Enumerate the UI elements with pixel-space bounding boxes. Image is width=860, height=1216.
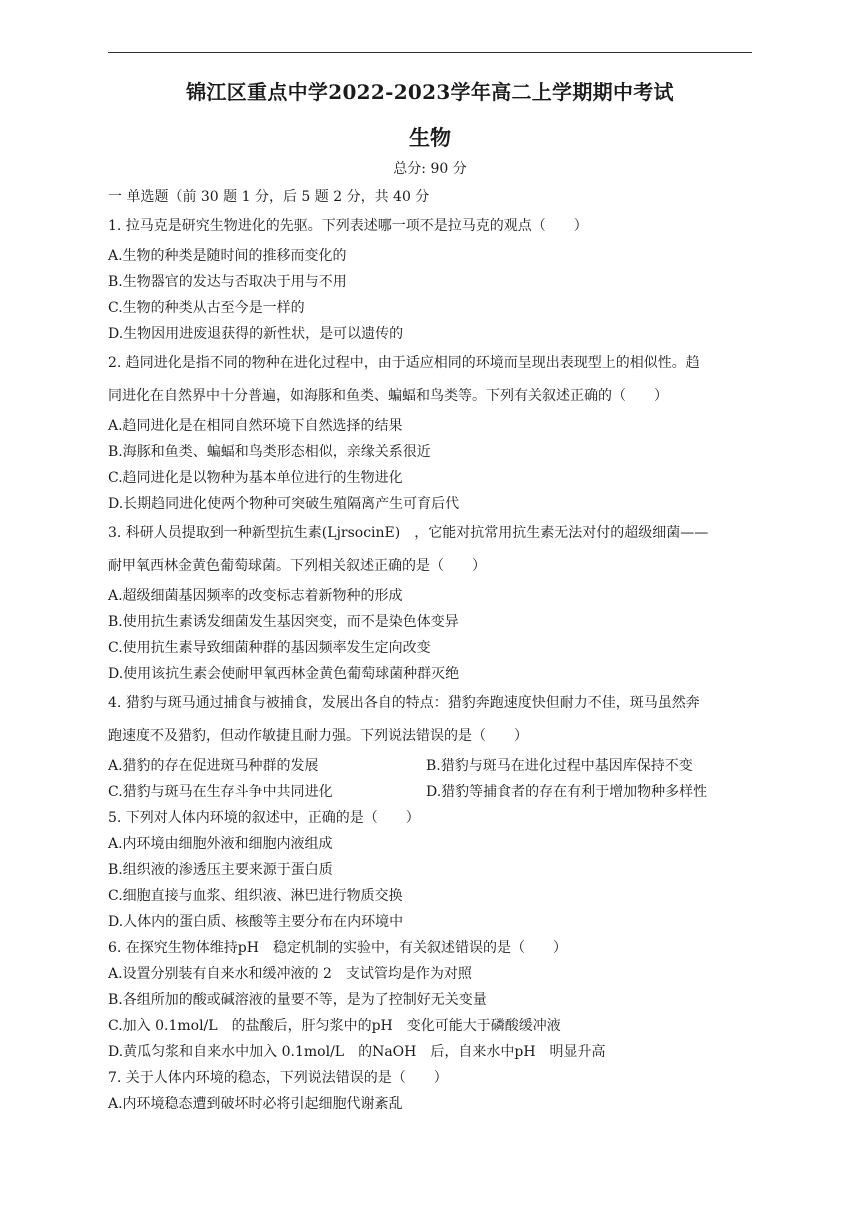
question-1-option-d: D.生物因用进废退获得的新性状，是可以遗传的 [108, 326, 404, 342]
question-4-options-row-1 [108, 753, 756, 779]
question-4-stem-line-1: 4. 猎豹与斑马通过捕食与被捕食，发展出各自的特点：猎豹奔跑速度快但耐力不佳，斑马虽然奔 [108, 695, 700, 711]
question-6-option-a: A.设置分别装有自来水和缓冲液的 2 支试管均是作为对照 [108, 966, 472, 982]
question-4-options-row-2 [108, 779, 756, 805]
question-1-stem: 1. 拉马克是研究生物进化的先驱。下列表述哪一项不是拉马克的观点（ ） [108, 218, 588, 234]
question-5-option-a: A.内环境由细胞外液和细胞内液组成 [108, 836, 333, 852]
question-6-option-d: D.黄瓜匀浆和自来水中加入 0.1mol/L 的NaOH 后，自来水中pH 明显升高 [108, 1044, 606, 1060]
question-5-option-b: B.组织液的渗透压主要来源于蛋白质 [108, 862, 333, 878]
question-4-option-a: A.猎豹的存在促进斑马种群的发展 [108, 758, 319, 774]
question-6-option-b: B.各组所加的酸或碱溶液的量要不等，是为了控制好无关变量 [108, 992, 487, 1008]
question-4-stem-line-2: 跑速度不及猎豹，但动作敏捷且耐力强。下列说法错误的是（ ） [108, 728, 528, 744]
question-5-option-c: C.细胞直接与血浆、组织液、淋巴进行物质交换 [108, 888, 403, 904]
exam-content [108, 184, 756, 1117]
question-1-option-c: C.生物的种类从古至今是一样的 [108, 300, 305, 316]
question-7-option-a: A.内环境稳态遭到破坏时必将引起细胞代谢紊乱 [108, 1096, 403, 1112]
question-4-option-d: D.猎豹等捕食者的存在有利于增加物种多样性 [426, 784, 708, 800]
subject-title: 生物 [409, 125, 451, 150]
question-4-option-c: C.猎豹与斑马在生存斗争中共同进化 [108, 784, 333, 800]
total-score: 总分: 90 分 [393, 161, 467, 177]
question-5-stem: 5. 下列对人体内环境的叙述中，正确的是（ ） [108, 810, 420, 826]
question-1-option-a: A.生物的种类是随时间的推移而变化的 [108, 248, 347, 264]
question-2-option-d: D.长期趋同进化使两个物种可突破生殖隔离产生可育后代 [108, 496, 460, 512]
question-1-option-b: B.生物器官的发达与否取决于用与不用 [108, 274, 347, 290]
question-6-stem: 6. 在探究生物体维持pH 稳定机制的实验中，有关叙述错误的是（ ） [108, 940, 567, 956]
question-6-option-c: C.加入 0.1mol/L 的盐酸后，肝匀浆中的pH 变化可能大于磷酸缓冲液 [108, 1018, 561, 1034]
question-2-option-c: C.趋同进化是以物种为基本单位进行的生物进化 [108, 470, 403, 486]
question-3-option-c: C.使用抗生素导致细菌种群的基因频率发生定向改变 [108, 640, 431, 656]
question-3-option-b: B.使用抗生素诱发细菌发生基因突变，而不是染色体变异 [108, 614, 459, 630]
section-heading: 一 单选题（前 30 题 1 分，后 5 题 2 分，共 40 分 [108, 189, 430, 205]
question-3-option-d: D.使用该抗生素会使耐甲氧西林金黄色葡萄球菌种群灭绝 [108, 666, 460, 682]
question-7-stem: 7. 关于人体内环境的稳态，下列说法错误的是（ ） [108, 1070, 448, 1086]
question-3-stem-line-1: 3. 科研人员提取到一种新型抗生素(LjrsocinE) ，它能对抗常用抗生素无法对付的超级细菌—— [108, 525, 709, 541]
question-4-option-b: B.猎豹与斑马在进化过程中基因库保持不变 [426, 758, 693, 774]
question-2-option-a: A.趋同进化是在相同自然环境下自然选择的结果 [108, 418, 403, 434]
exam-title: 锦江区重点中学2022-2023学年高二上学期期中考试 [186, 80, 674, 104]
question-3-stem-line-2: 耐甲氧西林金黄色葡萄球菌。下列相关叙述正确的是（ ） [108, 558, 486, 574]
top-rule [108, 52, 752, 53]
question-3-option-a: A.超级细菌基因频率的改变标志着新物种的形成 [108, 588, 403, 604]
question-5-option-d: D.人体内的蛋白质、核酸等主要分布在内环境中 [108, 914, 404, 930]
question-2-stem-line-1: 2. 趋同进化是指不同的物种在进化过程中，由于适应相同的环境而呈现出表现型上的相似性。趋 [108, 355, 700, 371]
question-2-stem-line-2: 同进化在自然界中十分普遍，如海豚和鱼类、蝙蝠和鸟类等。下列有关叙述正确的（ ） [108, 388, 668, 404]
question-2-option-b: B.海豚和鱼类、蝙蝠和鸟类形态相似，亲缘关系很近 [108, 444, 431, 460]
